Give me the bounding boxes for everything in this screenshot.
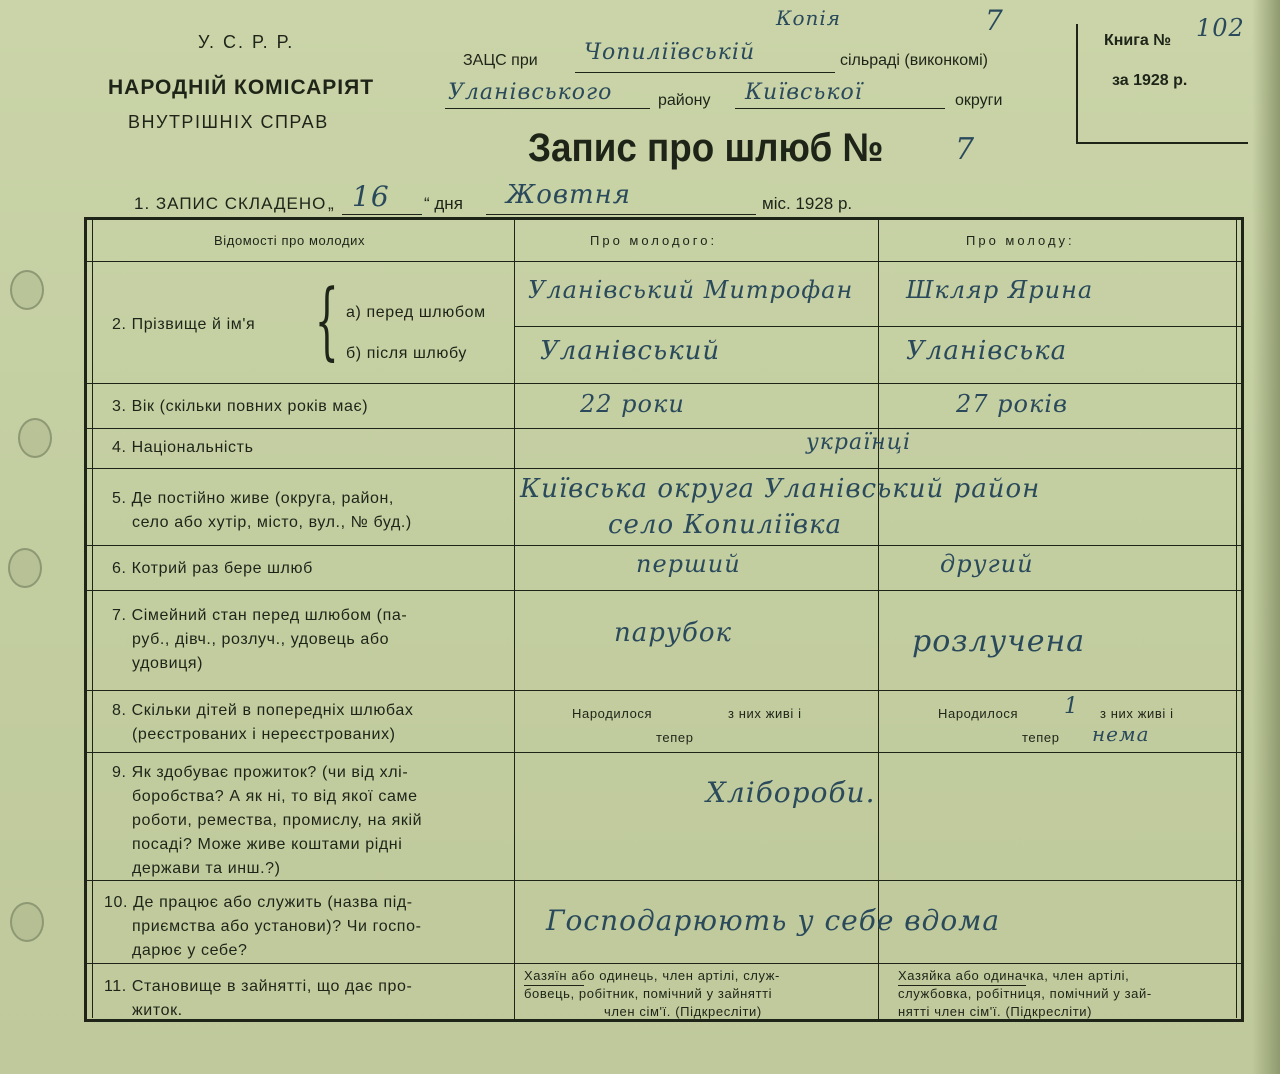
raion-line bbox=[445, 108, 650, 109]
row-6-label: 6. Котрий раз бере шлюб bbox=[112, 560, 313, 577]
groom-name-before: Уланівський Митрофан bbox=[528, 276, 854, 304]
quote-close: “ дня bbox=[424, 194, 463, 213]
row-10-label-1: 10. Де працює або служить (назва під- bbox=[104, 894, 413, 911]
binding-hole bbox=[8, 548, 42, 588]
row-8-label-2: (реєстрованих і нереєстрованих) bbox=[132, 726, 396, 743]
groom-occupation-options-2: бовець, робітник, помічний у зайнятті bbox=[524, 986, 773, 1001]
day-handwriting: 16 bbox=[352, 180, 390, 213]
month-line bbox=[486, 214, 756, 215]
groom-marital-status: парубок bbox=[614, 618, 733, 648]
okruga-label: округи bbox=[955, 92, 1003, 109]
row-divider bbox=[86, 468, 1242, 469]
row-divider bbox=[86, 383, 1242, 384]
bride-name-after: Уланівська bbox=[906, 336, 1068, 366]
workplace: Господарюють у себе вдома bbox=[546, 904, 1001, 937]
livelihood: Хлібороби. bbox=[706, 776, 876, 809]
row-3-label: 3. Вік (скільки повних років має) bbox=[112, 398, 369, 415]
row-4-label: 4. Національність bbox=[112, 439, 254, 456]
copy-mark: Копія bbox=[776, 6, 842, 30]
bride-underline-mark bbox=[898, 985, 1026, 986]
record-line-prefix: 1. ЗАПИС СКЛАДЕНО bbox=[134, 194, 327, 213]
row-8-label-1: 8. Скільки дітей в попередніх шлюбах bbox=[112, 702, 414, 719]
okruga-line bbox=[735, 108, 945, 109]
okruga-handwriting: Київської bbox=[745, 80, 863, 105]
month-handwriting: Жовтня bbox=[506, 180, 631, 210]
bride-children-alive-label: з них живі і bbox=[1100, 706, 1174, 721]
frame-inner-right bbox=[1236, 220, 1237, 1018]
row-11-label-1: 11. Становище в зайнятті, що дає про- bbox=[104, 978, 413, 995]
frame-inner-left bbox=[92, 220, 93, 1018]
row-2-split bbox=[514, 326, 1242, 327]
column-header-groom: Про молодого: bbox=[590, 233, 718, 248]
selrada-line bbox=[575, 72, 835, 73]
raion-handwriting: Уланівського bbox=[448, 80, 613, 105]
bride-children-now-label: тепер bbox=[1022, 730, 1060, 745]
column-divider bbox=[878, 220, 879, 1022]
groom-age: 22 роки bbox=[580, 390, 685, 418]
zags-prefix: ЗАЦС при bbox=[463, 52, 538, 69]
row-7-label-3: удовиця) bbox=[132, 655, 204, 672]
page-edge bbox=[1252, 0, 1280, 1074]
row-divider bbox=[86, 963, 1242, 964]
bride-occupation-options-2: службовка, робітниця, помічний у зай- bbox=[898, 986, 1152, 1001]
column-divider bbox=[514, 220, 515, 1022]
row-2-label: 2. Прізвище й ім'я bbox=[112, 316, 256, 333]
record-number-handwriting: 7 bbox=[955, 132, 976, 167]
groom-children-born-label: Народилося bbox=[572, 706, 653, 721]
binding-hole bbox=[10, 902, 44, 942]
groom-marriage-count: перший bbox=[636, 550, 741, 578]
raion-label: району bbox=[658, 92, 711, 109]
row-11-label-2: житок. bbox=[132, 1002, 183, 1019]
column-header-bride: Про молоду: bbox=[966, 233, 1075, 248]
row-divider bbox=[86, 880, 1242, 881]
ministry-subtitle: ВНУТРІШНІХ СПРАВ bbox=[128, 112, 329, 132]
groom-children-now-label: тепер bbox=[656, 730, 694, 745]
bride-children-born: 1 bbox=[1064, 694, 1079, 719]
groom-occupation-options-1: Хазяїн або одинець, член артілі, служ- bbox=[524, 968, 780, 983]
bride-children-born-label: Народилося bbox=[938, 706, 1019, 721]
row-5-label-2: село або хутір, місто, вул., № буд.) bbox=[132, 514, 412, 531]
bride-occupation-options-1: Хазяйка або одиначка, член артілі, bbox=[898, 968, 1130, 983]
brace-icon: { bbox=[314, 271, 339, 369]
book-label: Книга № bbox=[1104, 32, 1172, 49]
quote-open: „ bbox=[328, 194, 334, 213]
book-number-handwriting: 102 bbox=[1196, 14, 1245, 42]
row-10-label-2: приємства або установи)? Чи госпо- bbox=[132, 918, 422, 935]
row-9-label-3: роботи, ремества, промислу, на якій bbox=[132, 812, 423, 829]
ministry-title: НАРОДНІЙ КОМІСАРІЯТ bbox=[108, 76, 375, 99]
row-divider bbox=[86, 690, 1242, 691]
bride-children-alive: нема bbox=[1092, 722, 1150, 746]
row-7-label-2: руб., дівч., розлуч., удовець або bbox=[132, 631, 390, 648]
row-divider bbox=[86, 428, 1242, 429]
row-10-label-3: дарює у себе? bbox=[132, 942, 248, 959]
bride-occupation-options-3: нятті член сім'ї. (Підкресліти) bbox=[898, 1004, 1093, 1019]
row-9-label-4: посаді? Може живе коштами рідні bbox=[132, 836, 403, 853]
residence-line-1: Київська округа Уланівський район bbox=[520, 474, 1041, 504]
residence-line-2: село Копиліївка bbox=[608, 510, 843, 540]
bride-marriage-count: другий bbox=[940, 550, 1034, 578]
row-2b-label: б) після шлюбу bbox=[346, 345, 467, 362]
row-9-label-5: держави та инш.?) bbox=[132, 860, 281, 877]
republic-label: У. С. Р. Р. bbox=[198, 32, 295, 52]
row-divider bbox=[86, 752, 1242, 753]
row-9-label-2: боробства? А як ні, то від якої саме bbox=[132, 788, 418, 805]
binding-hole bbox=[18, 418, 52, 458]
document-title: Запис про шлюб № bbox=[528, 126, 884, 170]
row-divider bbox=[86, 590, 1242, 591]
selrada-handwriting: Чопиліївській bbox=[584, 40, 756, 65]
day-line bbox=[342, 214, 422, 215]
row-divider bbox=[86, 545, 1242, 546]
record-line-suffix: міс. 1928 р. bbox=[762, 194, 853, 213]
groom-name-after: Уланівський bbox=[540, 336, 721, 366]
row-9-label-1: 9. Як здобуває прожиток? (чи від хлі- bbox=[112, 764, 409, 781]
bride-marital-status: розлучена bbox=[912, 624, 1086, 659]
row-7-label-1: 7. Сімейний стан перед шлюбом (па- bbox=[112, 607, 408, 624]
row-divider bbox=[86, 261, 1242, 262]
groom-underline-mark bbox=[524, 985, 584, 986]
row-2a-label: а) перед шлюбом bbox=[346, 304, 486, 321]
bride-name-before: Шкляр Ярина bbox=[906, 276, 1094, 304]
groom-occupation-options-3: член сім'ї. (Підкресліти) bbox=[604, 1004, 762, 1019]
column-header-info: Відомості про молодих bbox=[214, 233, 366, 248]
zags-suffix: сільраді (виконкомі) bbox=[840, 52, 988, 69]
bride-age: 27 років bbox=[956, 390, 1068, 418]
copy-number: 7 bbox=[985, 4, 1004, 37]
nationality: українці bbox=[806, 430, 912, 455]
binding-hole bbox=[10, 270, 44, 310]
book-year: за 1928 р. bbox=[1112, 72, 1188, 89]
row-5-label-1: 5. Де постійно живе (округа, район, bbox=[112, 490, 394, 507]
groom-children-alive-label: з них живі і bbox=[728, 706, 802, 721]
